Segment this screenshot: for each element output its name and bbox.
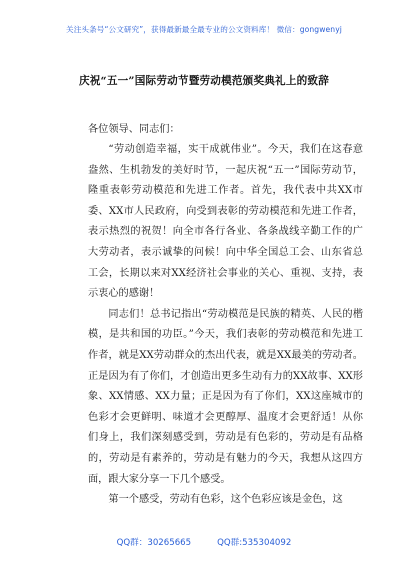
footer bbox=[0, 536, 408, 548]
header-banner: 关注头条号“公文研究”，获得最新最全最专业的公文资料库！ 微信：gongwenyj bbox=[66, 25, 342, 34]
salutation: 各位领导、同志们： bbox=[88, 124, 180, 135]
paragraph-2: 同志们！总书记指出“劳动模范是民族的精英、人民的楷模，是共和国的功臣。”今天，我们表彰的劳动模范和先进工作者，就是XX劳动群众的杰出代表，就是XX最美的劳动者。正是因为有了你们，才创造出更多生动有力的XX故事、XX形象、XX情感、XX力量；正是因为有了你们，XX这座城市的色彩才会更鲜明、味道才会更醇厚、温度才会更舒适！从你们身上，我们深刻感受到，劳动是有色彩的，劳动是有品格的，劳动是有素养的，劳动是有魅力的今天，我想从这四方面，跟大家分享一下几个感受。 bbox=[88, 308, 363, 485]
footer-qq-group-1: QQ群：30265665 bbox=[116, 538, 192, 548]
paragraph-3: 第一个感受，劳动有色彩，这个色彩应该是金色，这 bbox=[108, 494, 343, 506]
document-body bbox=[88, 140, 363, 511]
document-title: 庆祝“五一”国际劳动节暨劳动模范颁奖典礼上的致辞 bbox=[78, 75, 330, 87]
footer-qq-group-2: QQ群:535304092 bbox=[217, 538, 292, 548]
paragraph-1: “劳动创造幸福，实干成就伟业”。今天，我们在这春意盎然、生机勃发的美好时节，一起庆祝“五一”国际劳动节，隆重表彰劳动模范和先进工作者。首先，我代表中共XX市委、XX市人民政府，向受到表彰的劳动模范和先进工作者，表示热烈的祝贺！向全市各行各业、各条战线辛勤工作的广大劳动者，表示诚挚的问候！向中华全国总工会、山东省总工会，长期以来对XX经济社会事业的关心、重视、支持，表示衷心的感谢！ bbox=[88, 144, 363, 300]
